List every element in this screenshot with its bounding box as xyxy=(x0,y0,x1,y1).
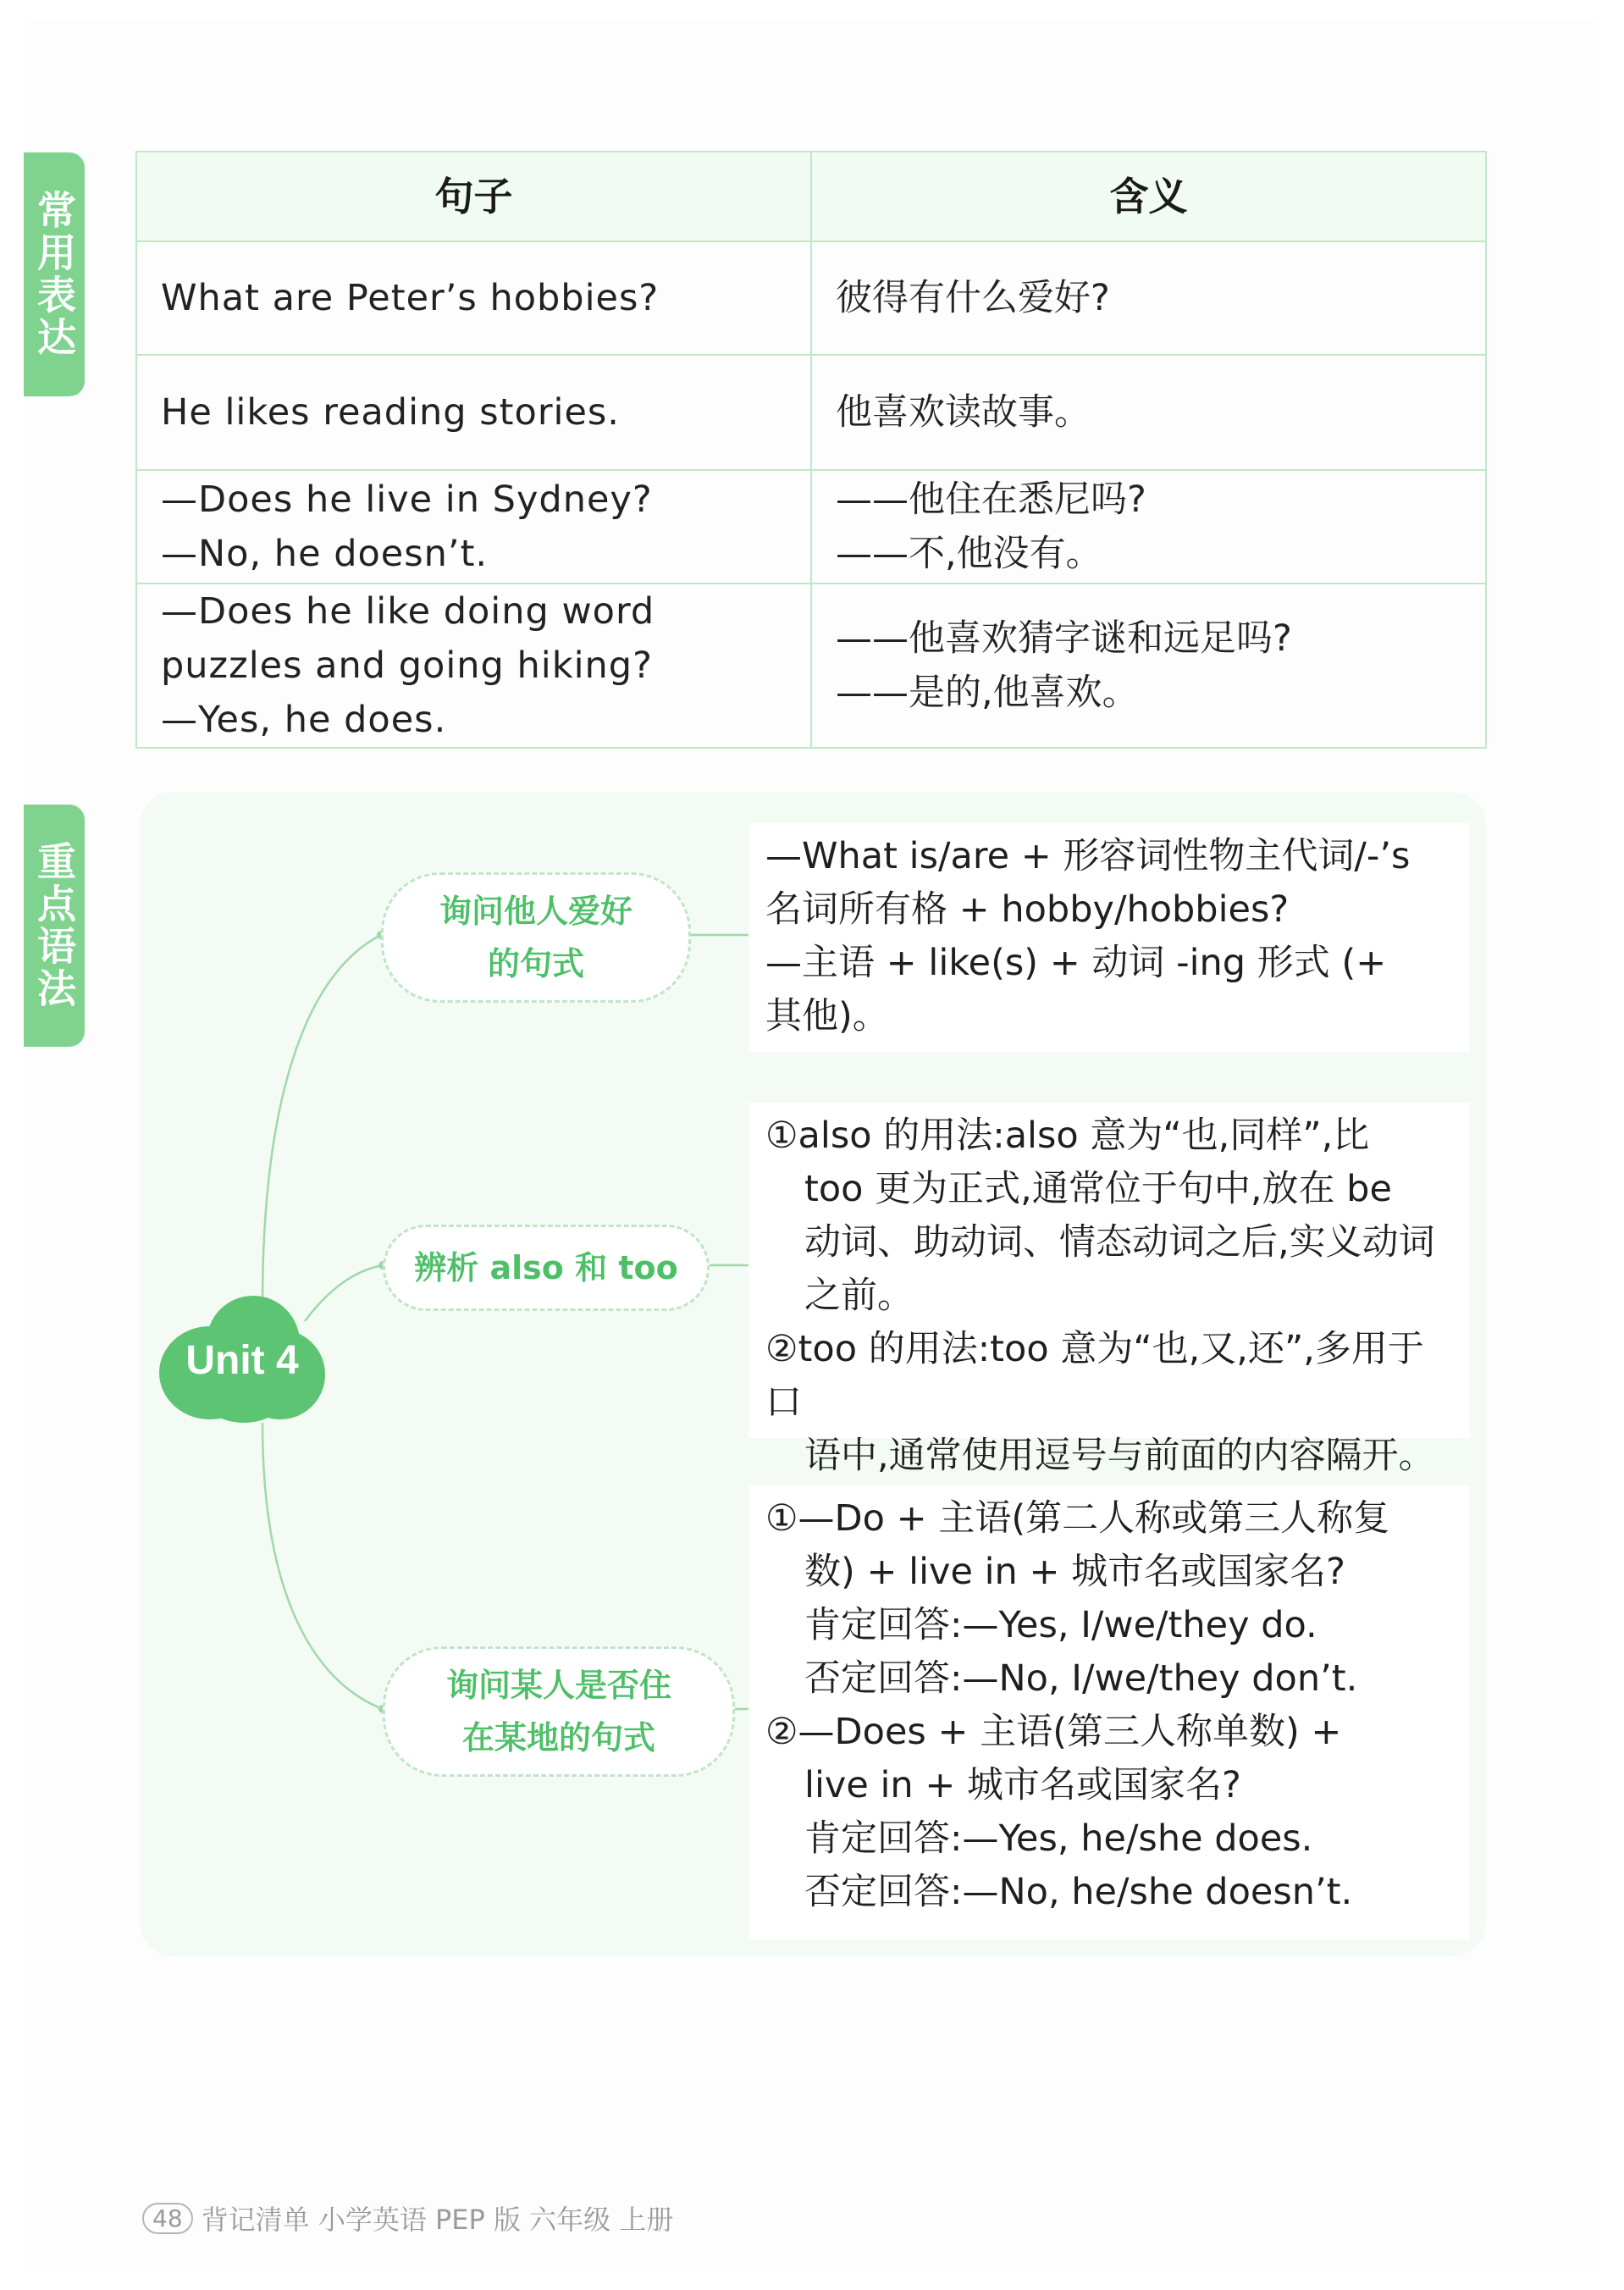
meaning-line: ——是的,他喜欢。 xyxy=(836,672,1139,714)
sentence-line: What are Peter’s hobbies? xyxy=(161,277,660,319)
grammar-line: ①—Do + 主语(第二人称或第三人称复 xyxy=(765,1497,1390,1540)
branch-node-also-too xyxy=(383,1225,710,1311)
grammar-line: ②too 的用法:too 意为“也,又,还”,多用于口 xyxy=(765,1328,1424,1424)
sentence-line: —Does he live in Sydney? xyxy=(161,478,653,521)
grammar-line: 语中,通常使用逗号与前面的内容隔开。 xyxy=(804,1435,1435,1477)
unit-title: Unit 4 xyxy=(185,1337,299,1383)
grammar-line: 否定回答:—No, I/we/they don’t. xyxy=(804,1657,1358,1700)
branch-node-live-in xyxy=(383,1646,735,1777)
grammar-line: 肯定回答:—Yes, I/we/they do. xyxy=(804,1604,1317,1646)
grammar-line: too 更为正式,通常位于句中,放在 be xyxy=(804,1168,1392,1210)
connector-branch-3 xyxy=(262,1423,383,1709)
side-tab-grammar-label: 重点语法 xyxy=(31,841,77,1010)
grammar-line: 之前。 xyxy=(804,1275,914,1317)
page-footer xyxy=(142,2199,673,2237)
branch-node-hobbies xyxy=(381,872,691,1003)
sentence-line: —Yes, he does. xyxy=(161,699,447,741)
grammar-line: —What is/are + 形容词性物主代词/-’s xyxy=(765,835,1411,877)
meaning-line: ——他住在悉尼吗? xyxy=(836,478,1146,521)
branch-node-line: 辨析 also 和 too xyxy=(414,1249,678,1286)
grammar-line: 否定回答:—No, he/she doesn’t. xyxy=(804,1871,1353,1913)
meaning-line: 他喜欢读故事。 xyxy=(836,391,1091,434)
sentence-line: He likes reading stories. xyxy=(161,391,620,434)
connector-branch-1 xyxy=(262,935,381,1304)
header-meaning: 含义 xyxy=(811,152,1486,241)
branch-node-line: 的句式 xyxy=(487,945,584,982)
grammar-line: 肯定回答:—Yes, he/she does. xyxy=(804,1817,1313,1860)
grammar-line: ②—Does + 主语(第三人称单数) + xyxy=(765,1711,1342,1753)
footer-book-title: 背记清单 小学英语 PEP 版 六年级 上册 xyxy=(201,2204,674,2236)
meaning-line: ——他喜欢猜字谜和远足吗? xyxy=(836,617,1292,660)
header-sentence: 句子 xyxy=(136,152,811,241)
branch-node-line: 在某地的句式 xyxy=(461,1719,655,1756)
grammar-line: 动词、助动词、情态动词之后,实义动词 xyxy=(804,1221,1435,1264)
sentence-line: puzzles and going hiking? xyxy=(161,644,653,687)
grammar-box-live-in xyxy=(748,1485,1470,1939)
sentence-line: —Does he like doing word xyxy=(161,590,655,633)
meaning-line: ——不,他没有。 xyxy=(836,533,1102,575)
branch-node-line: 询问某人是否住 xyxy=(445,1667,671,1704)
grammar-line: 其他)。 xyxy=(765,995,889,1037)
grammar-line: 数) + live in + 城市名或国家名? xyxy=(804,1551,1345,1593)
unit-center-node xyxy=(159,1296,325,1424)
grammar-line: 名词所有格 + hobby/hobbies? xyxy=(765,888,1290,931)
grammar-line: live in + 城市名或国家名? xyxy=(804,1764,1241,1806)
branch-node-line: 询问他人爱好 xyxy=(439,893,632,930)
side-tab-expressions-label: 常用表达 xyxy=(31,190,77,359)
meaning-line: 彼得有什么爱好? xyxy=(836,277,1110,319)
grammar-line: —主语 + like(s) + 动词 -ing 形式 (+ xyxy=(765,942,1387,984)
grammar-line: ①also 的用法:also 意为“也,同样”,比 xyxy=(765,1115,1370,1157)
grammar-box-also-too xyxy=(748,1103,1470,1477)
sentence-line: —No, he doesn’t. xyxy=(161,533,489,575)
page-number: 48 xyxy=(142,2203,193,2234)
grammar-box-hobbies xyxy=(748,823,1470,1052)
